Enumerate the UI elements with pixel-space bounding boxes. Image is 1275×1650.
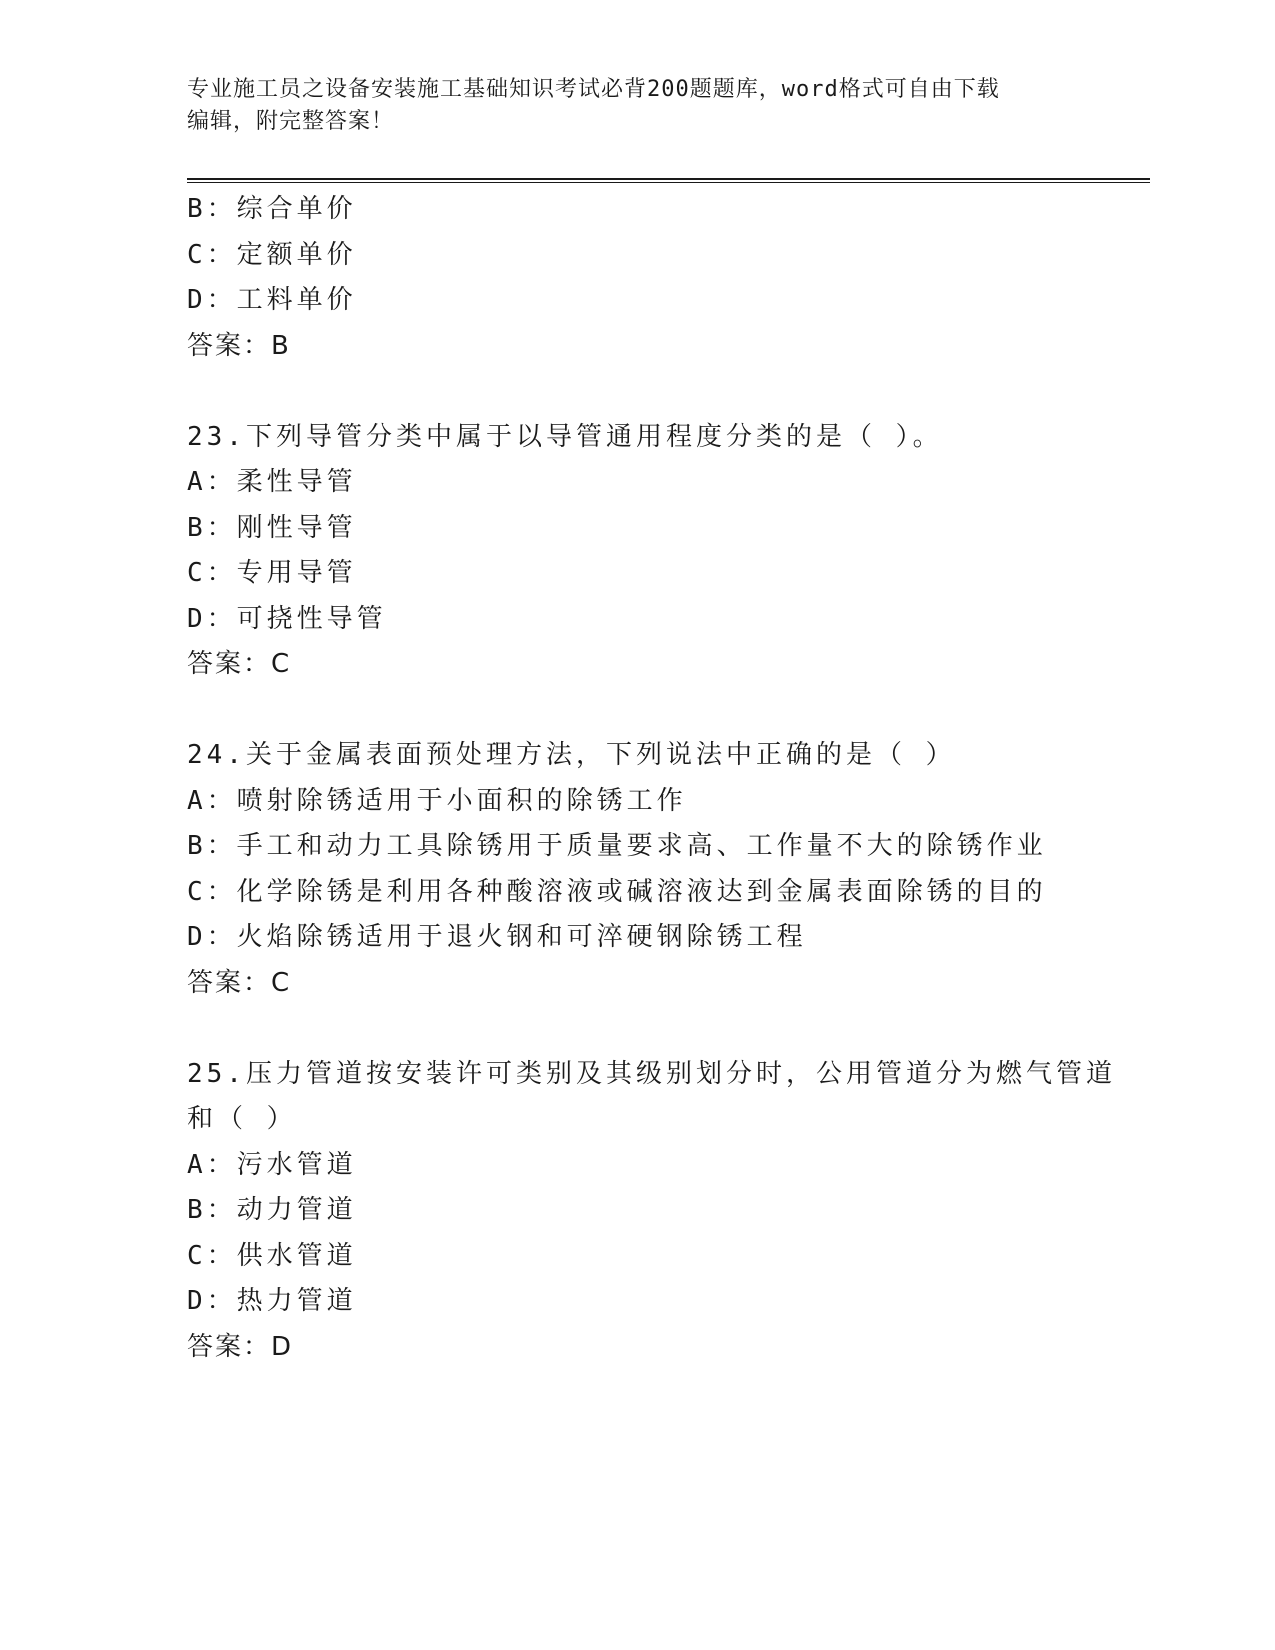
spacer (187, 1006, 1087, 1052)
spacer (187, 369, 1087, 415)
question-22-continued (187, 187, 1087, 369)
option-c: C：供水管道 (187, 1240, 357, 1271)
question-list (187, 187, 1116, 1370)
answer-text: 答案：C (187, 967, 292, 998)
question-stem-continued: 和（ ） (187, 1104, 297, 1134)
option-b: B：动力管道 (187, 1195, 357, 1225)
question-stem: 24.关于金属表面预处理方法，下列说法中正确的是（ ） (187, 740, 956, 770)
answer-text: 答案：C (187, 649, 292, 679)
question-23 (187, 415, 1087, 688)
option-b: B：刚性导管 (187, 512, 357, 543)
option-b: B：手工和动力工具除锈用于质量要求高、工作量不大的除锈作业 (187, 831, 1047, 861)
question-24 (187, 733, 1087, 1006)
question-25 (187, 1052, 1116, 1371)
option-c: C：专用导管 (187, 558, 357, 588)
option-d: D：火焰除锈适用于退火钢和可淬硬钢除锈工程 (187, 922, 807, 952)
option-c: C：定额单价 (187, 239, 357, 270)
header-divider-thick (187, 178, 1150, 180)
option-d: D：热力管道 (187, 1286, 357, 1316)
option-a: A：喷射除锈适用于小面积的除锈工作 (187, 785, 687, 816)
question-stem: 23.下列导管分类中属于以导管通用程度分类的是（ ）。 (187, 421, 943, 452)
header-line-2: 编辑，附完整答案！ (187, 109, 395, 134)
option-d: D：可挠性导管 (187, 603, 387, 634)
option-a: A：污水管道 (187, 1149, 357, 1180)
option-b: B：综合单价 (187, 194, 357, 224)
document-header (187, 74, 1067, 138)
spacer (187, 688, 1087, 734)
option-d: D：工料单价 (187, 285, 357, 315)
answer-text: 答案：D (187, 1331, 294, 1362)
question-stem: 25.压力管道按安装许可类别及其级别划分时，公用管道分为燃气管道 (187, 1058, 1116, 1089)
answer-text: 答案：B (187, 330, 291, 361)
option-a: A：柔性导管 (187, 467, 357, 497)
header-line-1: 专业施工员之设备安装施工基础知识考试必背200题题库，word格式可自由下载 (187, 77, 1000, 102)
header-divider-thin (187, 182, 1150, 183)
option-c: C：化学除锈是利用各种酸溶液或碱溶液达到金属表面除锈的目的 (187, 876, 1047, 907)
